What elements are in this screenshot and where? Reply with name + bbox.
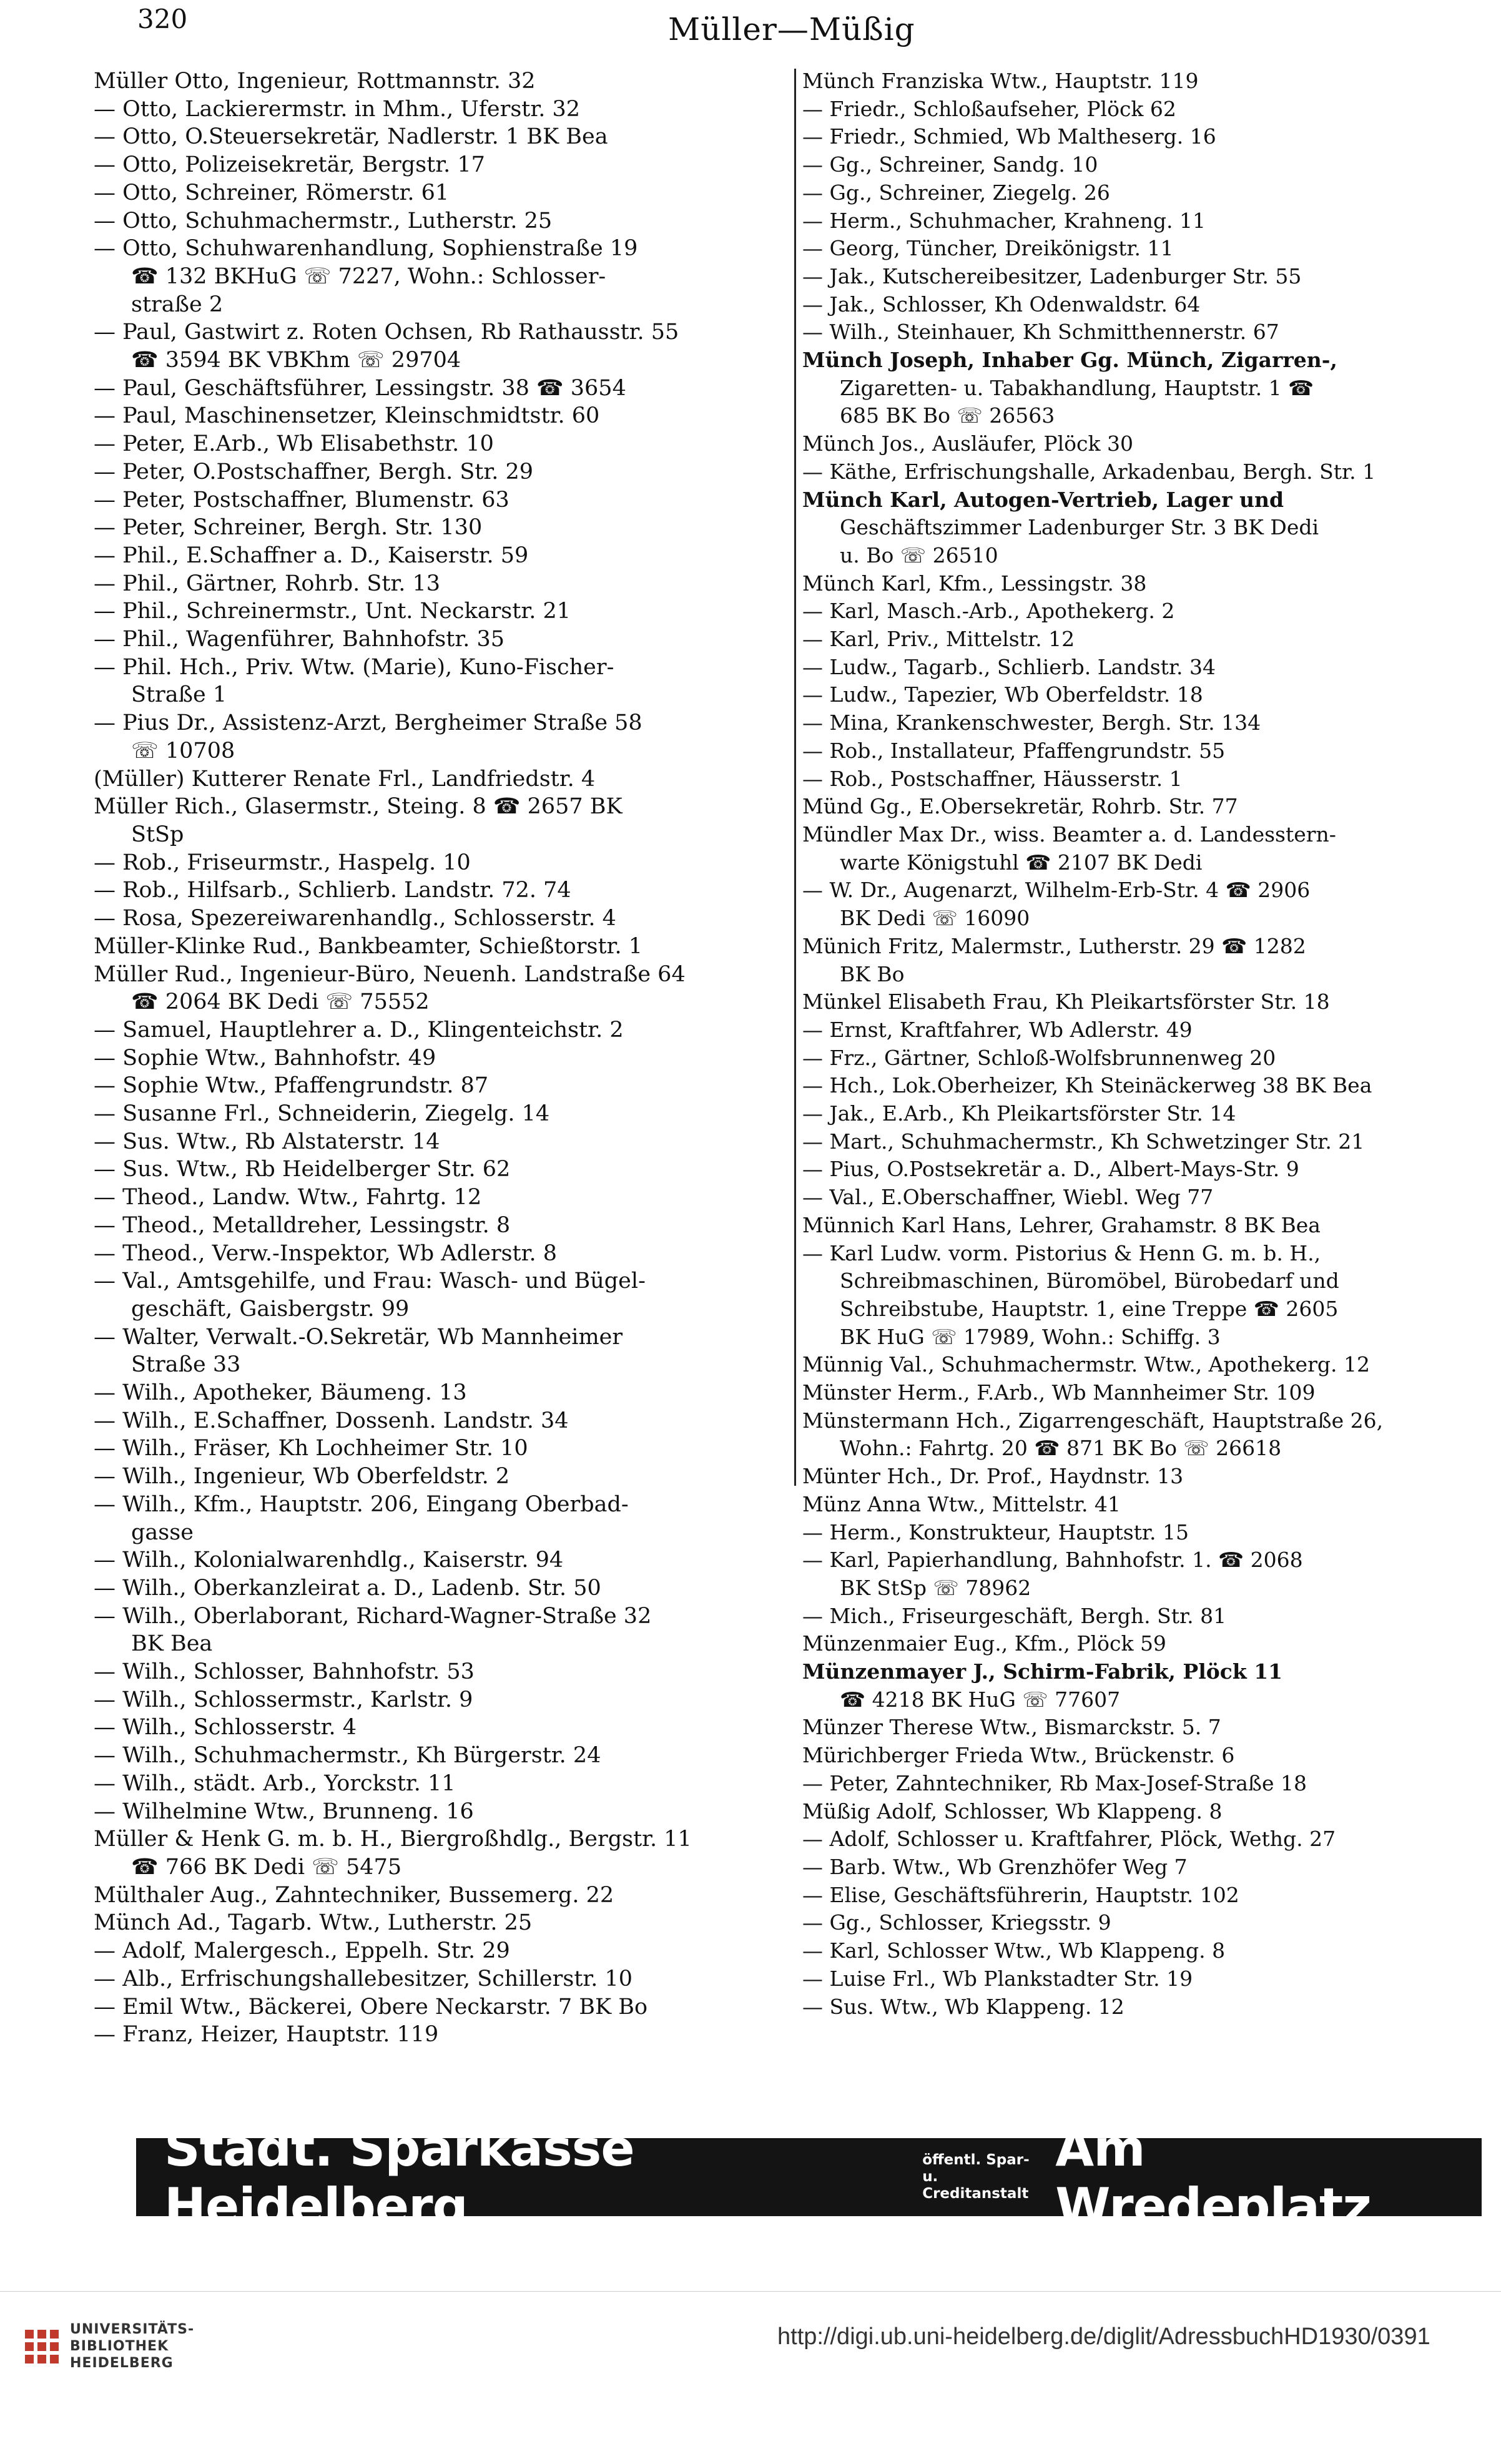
directory-entry: straße 2 [131,292,224,317]
directory-entry: — Sus. Wtw., Rb Alstaterstr. 14 [94,1129,440,1154]
directory-entry: — Karl Ludw. vorm. Pistorius & Henn G. m. b. H., [802,1240,1321,1265]
directory-entry: — Mina, Krankenschwester, Bergh. Str. 134 [802,710,1261,735]
library-logo [25,2321,194,2372]
directory-entry: Münter Hch., Dr. Prof., Haydnstr. 13 [802,1464,1184,1489]
left-column [94,67,796,2049]
directory-entry: gasse [131,1519,194,1545]
directory-entry: Geschäftszimmer Ladenburger Str. 3 BK Dedi [840,515,1319,540]
directory-entry: — Susanne Frl., Schneiderin, Ziegelg. 14 [94,1101,550,1127]
directory-entry: — Val., Amtsgehilfe, und Frau: Wasch- und Bügel- [94,1269,646,1294]
library-name-line-3: HEIDELBERG [70,2355,174,2371]
directory-entry: Müßig Adolf, Schlosser, Wb Klappeng. 8 [802,1799,1223,1823]
directory-entry: StSp [131,822,184,847]
ad-subtext [922,2152,1043,2202]
directory-entry: — Hch., Lok.Oberheizer, Kh Steinäckerweg 38 BK Bea [802,1073,1372,1098]
directory-entry: — Emil Wtw., Bäckerei, Obere Neckarstr. 7 BK Bo [94,1994,648,2020]
directory-entry: Müller Otto, Ingenieur, Rottmannstr. 32 [94,69,536,94]
directory-entry: — Paul, Geschäftsführer, Lessingstr. 38 ☎ 3654 [94,375,626,401]
directory-entry: — Wilh., Oberkanzleirat a. D., Ladenb. Str. 50 [94,1575,601,1601]
directory-entry: Mündler Max Dr., wiss. Beamter a. d. Landesstern- [802,822,1336,847]
directory-entry: Straße 33 [131,1352,241,1378]
directory-entry: BK HuG ☏ 17989, Wohn.: Schiffg. 3 [840,1324,1221,1349]
directory-entry: Münster Herm., F.Arb., Wb Mannheimer Str. 109 [802,1380,1316,1405]
directory-entry: — Karl, Schlosser Wtw., Wb Klappeng. 8 [802,1938,1226,1963]
directory-entry: — Wilh., E.Schaffner, Dossenh. Landstr. 34 [94,1408,569,1433]
column-divider [794,69,796,1486]
directory-entry: — Wilh., Apotheker, Bäumeng. 13 [94,1380,467,1406]
directory-entry: — Theod., Landw. Wtw., Fahrtg. 12 [94,1185,482,1210]
directory-entry: — Peter, O.Postschaffner, Bergh. Str. 29 [94,459,534,484]
directory-entry: — Ernst, Kraftfahrer, Wb Adlerstr. 49 [802,1017,1193,1042]
directory-entry: — Phil., E.Schaffner a. D., Kaiserstr. 59 [94,542,529,568]
directory-entry: — Walter, Verwalt.-O.Sekretär, Wb Mannheimer [94,1324,623,1350]
directory-entry: Müller & Henk G. m. b. H., Biergroßhdlg., Bergstr. 11 [94,1827,692,1852]
directory-entry: Münkel Elisabeth Frau, Kh Pleikartsförster Str. 18 [802,989,1330,1014]
directory-entry: — Ludw., Tagarb., Schlierb. Landstr. 34 [802,654,1216,679]
directory-entry: — Adolf, Schlosser u. Kraftfahrer, Plöck, Wethg. 27 [802,1827,1336,1852]
directory-entry: — Peter, E.Arb., Wb Elisabethstr. 10 [94,431,494,457]
directory-entry: — Peter, Zahntechniker, Rb Max-Josef-Straße 18 [802,1770,1307,1795]
directory-entry: Müller Rich., Glasermstr., Steing. 8 ☎ 2657 BK [94,794,623,820]
directory-entry: — Wilh., Ingenieur, Wb Oberfeldstr. 2 [94,1464,510,1490]
directory-entry: — Wilh., Kolonialwarenhdlg., Kaiserstr. 94 [94,1548,564,1573]
directory-entry: — Frz., Gärtner, Schloß-Wolfsbrunnenweg 20 [802,1045,1276,1070]
directory-entry: — Herm., Konstrukteur, Hauptstr. 15 [802,1519,1189,1544]
directory-entry: 685 BK Bo ☏ 26563 [840,403,1055,428]
directory-entry: Zigaretten- u. Tabakhandlung, Hauptstr. 1 ☎ [840,375,1314,400]
directory-entry: ☏ 10708 [131,738,235,763]
directory-entry: ☎ 2064 BK Dedi ☏ 75552 [131,989,430,1015]
directory-entry: Müller Rud., Ingenieur-Büro, Neuenh. Landstraße 64 [94,961,686,987]
directory-entry: — Otto, Schreiner, Römerstr. 61 [94,180,450,205]
directory-entry: — Rob., Hilfsarb., Schlierb. Landstr. 72. 74 [94,878,571,903]
directory-entry: (Müller) Kutterer Renate Frl., Landfriedstr. 4 [94,766,596,792]
directory-entry: Münstermann Hch., Zigarrengeschäft, Hauptstraße 26, [802,1408,1384,1433]
directory-entry: — Otto, Schuhwarenhandlung, Sophienstraße 19 [94,236,638,262]
directory-entry: — Adolf, Malergesch., Eppelh. Str. 29 [94,1938,510,1964]
footer-divider [0,2291,1501,2292]
ad-sub-line-1: öffentl. Spar- u. [922,2152,1030,2185]
directory-entry: — Georg, Tüncher, Dreikönigstr. 11 [802,236,1174,261]
directory-entry: — Theod., Metalldreher, Lessingstr. 8 [94,1212,511,1238]
directory-entry: Münnich Karl Hans, Lehrer, Grahamstr. 8 BK Bea [802,1212,1321,1237]
directory-entry: Münd Gg., E.Obersekretär, Rohrb. Str. 77 [802,794,1238,819]
page-number: 320 [137,4,188,34]
directory-entry: Münch Joseph, Inhaber Gg. Münch, Zigarren-, [802,348,1337,373]
directory-entry: — Wilh., Steinhauer, Kh Schmitthennerstr. 67 [802,320,1279,345]
directory-entry: — Paul, Gastwirt z. Roten Ochsen, Rb Rathausstr. 55 [94,320,679,345]
directory-entry: Münch Jos., Ausläufer, Plöck 30 [802,431,1133,456]
directory-entry: Münch Franziska Wtw., Hauptstr. 119 [802,69,1199,93]
directory-entry: — Gg., Schreiner, Ziegelg. 26 [802,180,1110,205]
directory-entry: u. Bo ☏ 26510 [840,542,998,567]
source-url-link[interactable]: http://digi.ub.uni-heidelberg.de/diglit/AdressbuchHD1930/0391 [777,2324,1430,2350]
directory-entry: — Ludw., Tapezier, Wb Oberfeldstr. 18 [802,682,1203,707]
directory-entry: Schreibstube, Hauptstr. 1, eine Treppe ☎ 2605 [840,1296,1339,1321]
directory-entry: — Phil. Hch., Priv. Wtw. (Marie), Kuno-Fischer- [94,654,614,680]
directory-entry: — Otto, Lackierermstr. in Mhm., Uferstr. 32 [94,96,581,122]
directory-entry: Mülthaler Aug., Zahntechniker, Bussemerg. 22 [94,1882,614,1908]
directory-entry: BK Dedi ☏ 16090 [840,906,1030,931]
library-name [70,2321,194,2372]
directory-entry: — Jak., Kutschereibesitzer, Ladenburger Str. 55 [802,263,1302,288]
directory-entry: BK Bo [840,961,905,986]
directory-entry: — Friedr., Schmied, Wb Maltheserg. 16 [802,124,1216,149]
ad-main-text: Städt. Sparkasse Heidelberg [164,2119,634,2236]
directory-entry: — Wilh., städt. Arb., Yorckstr. 11 [94,1770,456,1796]
directory-entry: — Rob., Friseurmstr., Haspelg. 10 [94,850,471,875]
directory-entry: Münz Anna Wtw., Mittelstr. 41 [802,1491,1121,1516]
directory-entry: — Paul, Maschinensetzer, Kleinschmidtstr. 60 [94,403,600,429]
directory-entry: — Karl, Masch.-Arb., Apothekerg. 2 [802,599,1175,624]
directory-entry: — Wilh., Schuhmachermstr., Kh Bürgerstr. 24 [94,1743,601,1769]
directory-entry: — Rosa, Spezereiwarenhandlg., Schlosserstr. 4 [94,906,616,931]
directory-entry: — Käthe, Erfrischungshalle, Arkadenbau, Bergh. Str. 1 [802,459,1376,484]
directory-entry: — Gg., Schreiner, Sandg. 10 [802,152,1098,177]
directory-entry: — Wilh., Schlosserstr. 4 [94,1715,357,1740]
directory-entry: — Jak., Schlosser, Kh Odenwaldstr. 64 [802,292,1201,317]
directory-entry: — Alb., Erfrischungshallebesitzer, Schillerstr. 10 [94,1966,633,1991]
directory-entry: — Karl, Priv., Mittelstr. 12 [802,627,1075,652]
directory-entry: Mürichberger Frieda Wtw., Brückenstr. 6 [802,1743,1235,1768]
directory-entry: — Franz, Heizer, Hauptstr. 119 [94,2022,439,2048]
directory-entry: — Friedr., Schloßaufseher, Plöck 62 [802,96,1176,121]
directory-entry: — Peter, Postschaffner, Blumenstr. 63 [94,487,509,513]
directory-entry: — Wilhelmine Wtw., Brunneng. 16 [94,1799,474,1824]
directory-entry: — Otto, Polizeisekretär, Bergstr. 17 [94,152,485,178]
directory-entry: — W. Dr., Augenarzt, Wilhelm-Erb-Str. 4 ☎ 2906 [802,878,1311,903]
directory-entry: — Rob., Installateur, Pfaffengrundstr. 55 [802,738,1226,763]
directory-entry: — Mart., Schuhmachermstr., Kh Schwetzinger Str. 21 [802,1129,1365,1154]
directory-entry: — Jak., E.Arb., Kh Pleikartsförster Str. 14 [802,1101,1236,1126]
directory-entry: Münich Fritz, Malermstr., Lutherstr. 29 ☎ 1282 [802,933,1306,958]
directory-entry: — Rob., Postschaffner, Häusserstr. 1 [802,766,1183,791]
directory-entry: — Wilh., Fräser, Kh Lochheimer Str. 10 [94,1436,528,1461]
library-name-line-2: BIBLIOTHEK [70,2339,169,2354]
directory-entry: — Luise Frl., Wb Plankstadter Str. 19 [802,1966,1193,1991]
library-name-line-1: UNIVERSITÄTS- [70,2322,195,2337]
directory-entry: — Wilh., Kfm., Hauptstr. 206, Eingang Oberbad- [94,1491,629,1517]
ad-right-text: Am Wredeplatz [1055,2119,1371,2236]
directory-entry: ☎ 3594 BK VBKhm ☏ 29704 [131,348,461,373]
directory-entry: — Barb. Wtw., Wb Grenzhöfer Weg 7 [802,1855,1188,1879]
directory-entry: Straße 1 [131,682,227,708]
right-column [802,67,1455,2021]
directory-entry: — Gg., Schlosser, Kriegsstr. 9 [802,1910,1111,1935]
library-logo-icon [25,2330,59,2363]
directory-entry: — Phil., Gärtner, Rohrb. Str. 13 [94,571,441,596]
directory-entry: BK StSp ☏ 78962 [840,1575,1031,1600]
directory-entry: ☎ 132 BKHuG ☏ 7227, Wohn.: Schlosser- [131,263,606,289]
directory-entry: Münch Karl, Autogen-Vertrieb, Lager und [802,487,1284,512]
directory-entry: — Theod., Verw.-Inspektor, Wb Adlerstr. 8 [94,1240,558,1266]
directory-entry: Müller-Klinke Rud., Bankbeamter, Schießtorstr. 1 [94,933,642,959]
directory-entry: — Wilh., Oberlaborant, Richard-Wagner-Straße 32 [94,1603,652,1629]
directory-entry: Münzenmayer J., Schirm-Fabrik, Plöck 11 [802,1659,1283,1684]
directory-entry: — Phil., Schreinermstr., Unt. Neckarstr. 21 [94,599,571,624]
directory-entry: — Otto, Schuhmachermstr., Lutherstr. 25 [94,208,553,233]
directory-entry: — Herm., Schuhmacher, Krahneng. 11 [802,208,1206,233]
directory-entry: BK Bea [131,1631,213,1657]
directory-entry: — Pius Dr., Assistenz-Arzt, Bergheimer Straße 58 [94,710,642,736]
directory-entry: Münch Ad., Tagarb. Wtw., Lutherstr. 25 [94,1910,533,1936]
directory-entry: — Otto, O.Steuersekretär, Nadlerstr. 1 BK Bea [94,124,608,150]
directory-entry: Münch Karl, Kfm., Lessingstr. 38 [802,571,1147,596]
directory-entry: — Phil., Wagenführer, Bahnhofstr. 35 [94,627,504,652]
directory-entry: Wohn.: Fahrtg. 20 ☎ 871 BK Bo ☏ 26618 [840,1436,1282,1461]
directory-entry: — Karl, Papierhandlung, Bahnhofstr. 1. ☎ 2068 [802,1548,1303,1573]
directory-entry: geschäft, Gaisbergstr. 99 [131,1296,410,1322]
directory-entry: — Sophie Wtw., Bahnhofstr. 49 [94,1045,436,1071]
directory-entry: Münnig Val., Schuhmachermstr. Wtw., Apothekerg. 12 [802,1352,1370,1377]
directory-entry: — Wilh., Schlossermstr., Karlstr. 9 [94,1687,473,1712]
directory-entry: — Elise, Geschäftsführerin, Hauptstr. 102 [802,1882,1239,1907]
directory-entry: — Peter, Schreiner, Bergh. Str. 130 [94,515,483,541]
directory-entry: Schreibmaschinen, Büromöbel, Bürobedarf und [840,1269,1339,1293]
directory-entry: Münzer Therese Wtw., Bismarckstr. 5. 7 [802,1715,1221,1740]
directory-entry: Münzenmaier Eug., Kfm., Plöck 59 [802,1631,1166,1656]
directory-entry: warte Königstuhl ☎ 2107 BK Dedi [840,850,1203,875]
directory-entry: — Sus. Wtw., Rb Heidelberger Str. 62 [94,1157,511,1182]
directory-entry: — Sophie Wtw., Pfaffengrundstr. 87 [94,1073,489,1099]
directory-entry: — Mich., Friseurgeschäft, Bergh. Str. 81 [802,1603,1227,1628]
running-head: Müller—Müßig [668,11,915,47]
directory-entry: ☎ 766 BK Dedi ☏ 5475 [131,1855,402,1880]
directory-entry: — Samuel, Hauptlehrer a. D., Klingenteichstr. 2 [94,1017,624,1043]
directory-entry: — Pius, O.Postsekretär a. D., Albert-Mays-Str. 9 [802,1157,1299,1182]
directory-entry: — Val., E.Oberschaffner, Wiebl. Weg 77 [802,1185,1214,1210]
directory-entry: ☎ 4218 BK HuG ☏ 77607 [840,1687,1121,1712]
ad-sub-line-2: Creditanstalt [922,2186,1029,2202]
advertisement-banner [136,2119,1482,2236]
directory-entry: — Wilh., Schlosser, Bahnhofstr. 53 [94,1659,475,1685]
directory-entry: — Sus. Wtw., Wb Klappeng. 12 [802,1994,1125,2019]
